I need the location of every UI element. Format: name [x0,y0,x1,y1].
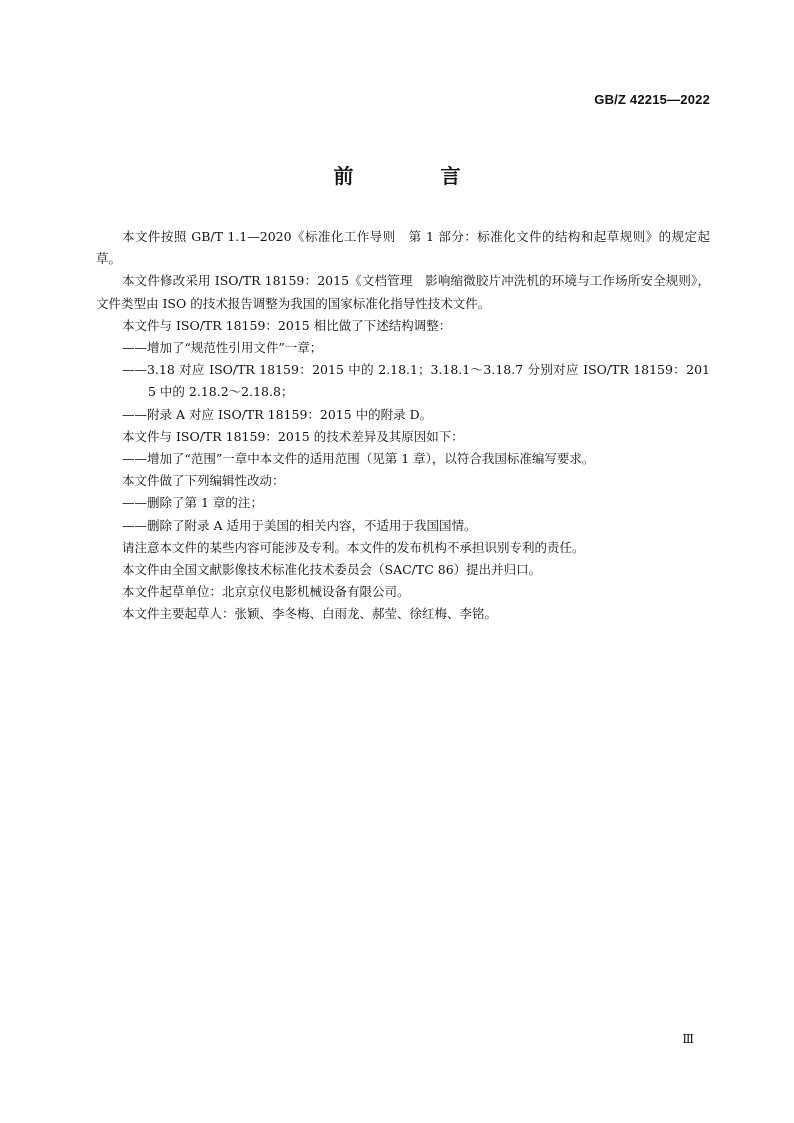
paragraph-adoption: 本文件修改采用 ISO/TR 18159：2015《文档管理 影响缩微胶片冲洗机的环境与工作场所安全规则》，文件类型由 ISO 的技术报告调整为我国的国家标准化指导性技术文件。 [96,273,710,311]
list-item: ——增加了“范围”一章中本文件的适用范围（见第 1 章），以符合我国标准编写要求。 [122,451,595,467]
paragraph-drafting-unit: 本文件起草单位：北京京仪电影机械设备有限公司。 [122,584,410,600]
paragraph-drafters: 本文件主要起草人：张颖、李冬梅、白雨龙、郝莹、徐红梅、李铭。 [122,606,498,622]
paragraph-patent-notice: 请注意本文件的某些内容可能涉及专利。本文件的发布机构不承担识别专利的责任。 [122,539,585,555]
list-item: ——增加了“规范性引用文件”一章； [122,340,323,356]
list-item: ——删除了附录 A 适用于美国的相关内容，不适用于我国国情。 [122,517,477,533]
foreword-body [96,226,710,626]
standard-code: GB/Z 42215—2022 [594,92,710,107]
paragraph-technical-differences-intro: 本文件与 ISO/TR 18159：2015 的技术差异及其原因如下： [122,428,464,444]
page-title: 前 言 [333,164,501,188]
paragraph-structural-changes-intro: 本文件与 ISO/TR 18159：2015 相比做了下述结构调整： [122,317,452,333]
paragraph-editorial-changes-intro: 本文件做了下列编辑性改动： [122,473,285,489]
paragraph-drafting-rules: 本文件按照 GB/T 1.1—2020《标准化工作导则 第 1 部分：标准化文件的结构和起草规则》的规定起草。 [96,229,710,267]
list-item: ——3.18 对应 ISO/TR 18159：2015 中的 2.18.1；3.18.1～3.18.7 分别对应 ISO/TR 18159：2015 中的 2.18.2～2.18.8； [122,362,710,400]
page-number: Ⅲ [682,1032,694,1046]
list-item: ——附录 A 对应 ISO/TR 18159：2015 中的附录 D。 [122,406,433,422]
list-item: ——删除了第 1 章的注； [122,495,263,511]
paragraph-proposer: 本文件由全国文献影像技术标准化技术委员会（SAC/TC 86）提出并归口。 [122,562,542,578]
